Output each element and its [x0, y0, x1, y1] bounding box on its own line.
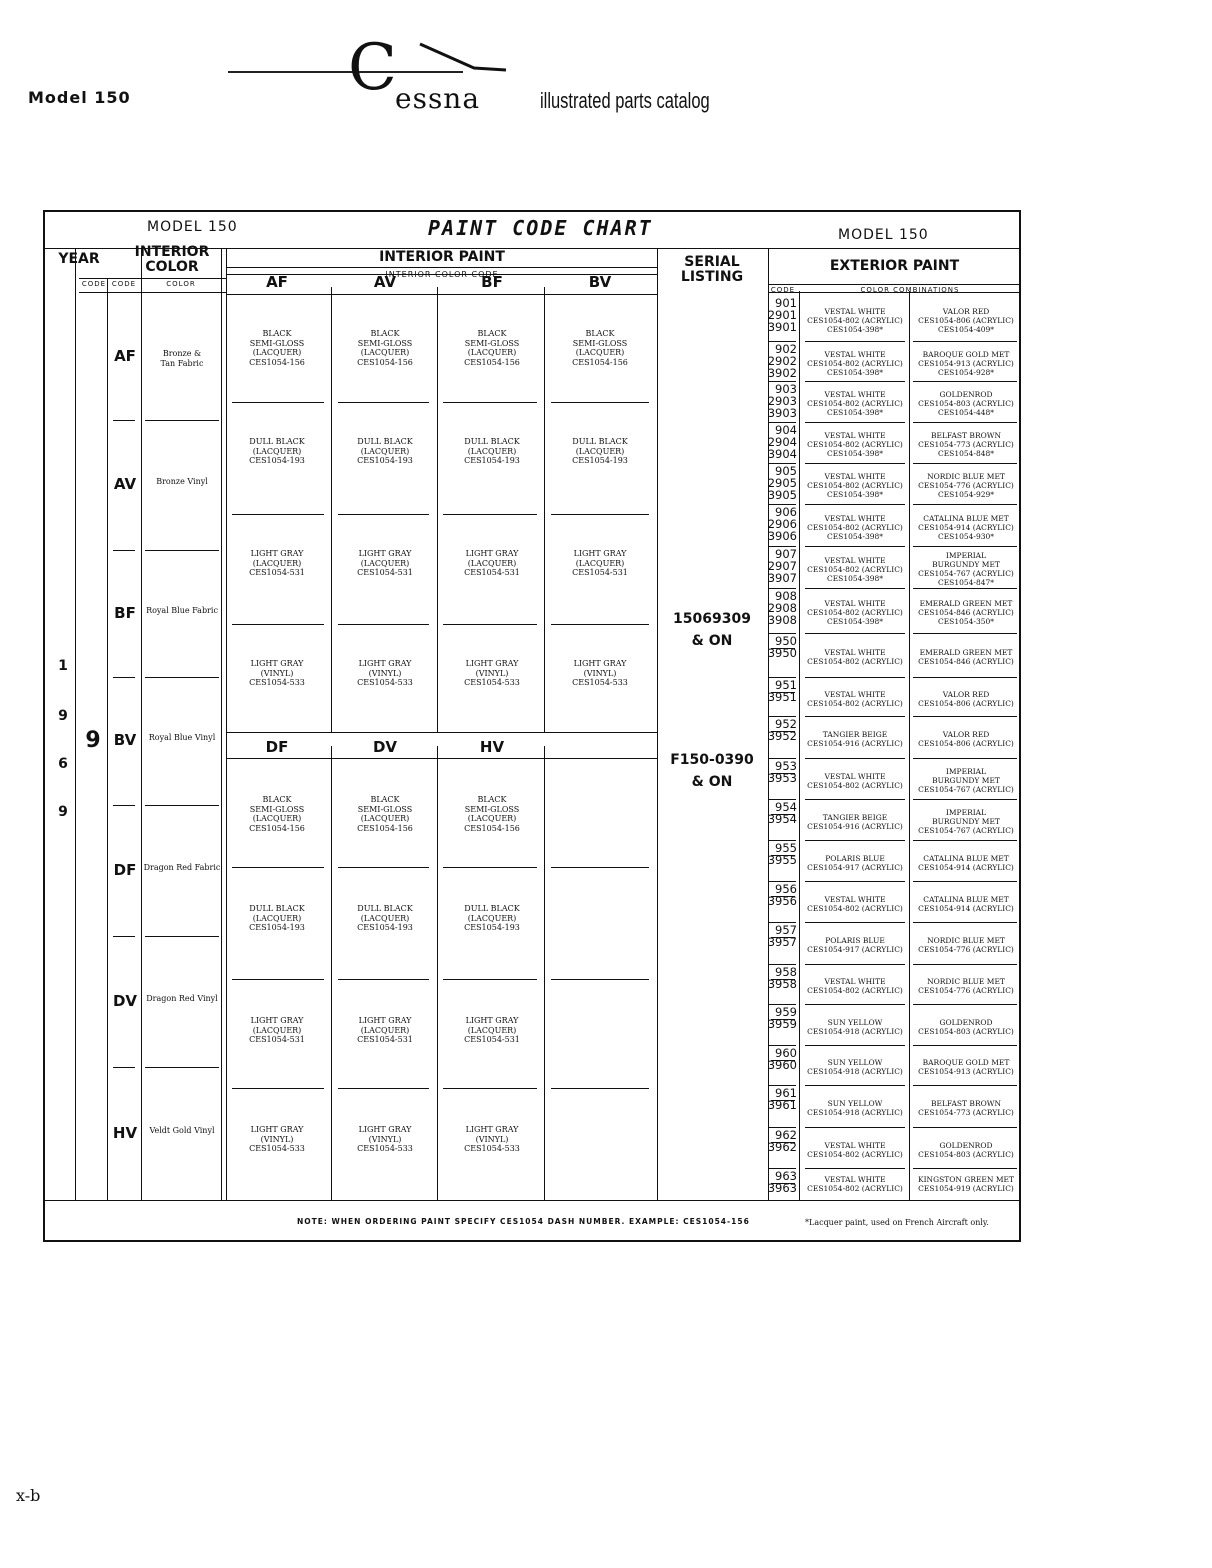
exterior-cell-rule — [913, 799, 1017, 800]
year-digit: 1 — [58, 658, 68, 674]
interior-paint-cell: LIGHT GRAY (VINYL) CES1054-533 — [249, 659, 305, 687]
interior-paint-cell: LIGHT GRAY (LACQUER) CES1054-531 — [249, 549, 305, 577]
ordering-note: NOTE: WHEN ORDERING PAINT SPECIFY CES1054 DASH NUMBER. EXAMPLE: CES1054-156 — [297, 1217, 750, 1226]
color-combinations-label: COLOR COMBINATIONS — [860, 286, 960, 294]
exterior-code: 955 3955 — [767, 841, 797, 867]
color-rule — [145, 420, 219, 421]
exterior-cell-rule — [913, 1127, 1017, 1128]
exterior-cell-rule — [805, 1168, 905, 1169]
page-number: x-b — [16, 1486, 41, 1505]
exterior-color-2: VALOR RED CES1054-806 (ACRYLIC) — [918, 730, 1014, 748]
exterior-code: 959 3959 — [767, 1005, 797, 1031]
interior-paint-cell: LIGHT GRAY (VINYL) CES1054-533 — [357, 659, 413, 687]
cell-rule — [443, 514, 537, 515]
cell-rule — [551, 1088, 649, 1089]
exterior-color-1: SUN YELLOW CES1054-918 (ACRYLIC) — [807, 1099, 903, 1117]
rule-line — [226, 267, 657, 268]
cell-rule — [338, 624, 429, 625]
logo-word: essna — [395, 82, 481, 115]
exterior-code: 906 2906 3906 — [767, 505, 797, 543]
rule-line — [79, 278, 227, 279]
exterior-color-2: VALOR RED CES1054-806 (ACRYLIC) — [918, 689, 1014, 708]
exterior-color-2: CATALINA BLUE MET CES1054-914 (ACRYLIC) — [918, 894, 1014, 913]
interior-color-name: Dragon Red Vinyl — [146, 993, 218, 1003]
interior-paint-cell: LIGHT GRAY (VINYL) CES1054-533 — [464, 659, 520, 687]
exterior-color-2: IMPERIAL BURGUNDY MET CES1054-767 (ACRYLIC) CES1054-847* — [918, 551, 1014, 587]
interior-paint-col-header: BV — [588, 273, 612, 291]
exterior-cell-rule — [913, 677, 1017, 678]
paint-code-chart — [43, 210, 1021, 1242]
interior-color-code: BF — [114, 603, 136, 622]
rule-line — [544, 746, 545, 1200]
exterior-cell-rule — [913, 716, 1017, 717]
exterior-code: 962 3962 — [767, 1128, 797, 1154]
interior-paint-col-header: HV — [479, 738, 505, 756]
rule-line — [141, 248, 142, 1200]
model-label-left: MODEL 150 — [147, 219, 238, 235]
cell-rule — [551, 979, 649, 980]
interior-paint-cell: LIGHT GRAY (LACQUER) CES1054-531 — [357, 1016, 413, 1044]
model-label-right: MODEL 150 — [838, 227, 929, 243]
exterior-cell-rule — [913, 840, 1017, 841]
exterior-code: 963 3963 — [767, 1169, 797, 1195]
rule-line — [437, 287, 438, 732]
serial-suffix: & ON — [691, 633, 733, 649]
cell-rule — [232, 514, 324, 515]
exterior-color-1: VESTAL WHITE CES1054-802 (ACRYLIC) CES1054-398* — [807, 431, 903, 458]
exterior-color-2: EMERALD GREEN MET CES1054-846 (ACRYLIC) — [918, 648, 1014, 666]
rule-line — [226, 294, 657, 295]
exterior-code: 903 2903 3903 — [767, 382, 797, 420]
exterior-color-2: CATALINA BLUE MET CES1054-914 (ACRYLIC) — [918, 853, 1014, 872]
code-rule — [113, 805, 135, 806]
exterior-cell-rule — [805, 1127, 905, 1128]
interior-paint-cell: LIGHT GRAY (LACQUER) CES1054-531 — [249, 1016, 305, 1044]
year-code-label: CODE — [81, 280, 107, 288]
exterior-color-2: GOLDENROD CES1054-803 (ACRYLIC) CES1054-448* — [918, 390, 1014, 417]
rule-line — [544, 287, 545, 732]
exterior-color-1: TANGIER BEIGE CES1054-916 (ACRYLIC) — [807, 812, 903, 831]
cell-rule — [443, 402, 537, 403]
exterior-color-2: CATALINA BLUE MET CES1054-914 (ACRYLIC) CES1054-930* — [918, 513, 1014, 541]
color-rule — [145, 936, 219, 937]
exterior-cell-rule — [913, 588, 1017, 589]
exterior-color-2: EMERALD GREEN MET CES1054-846 (ACRYLIC) CES1054-350* — [918, 599, 1014, 626]
exterior-cell-rule — [805, 341, 905, 342]
interior-paint-cell: LIGHT GRAY (VINYL) CES1054-533 — [464, 1125, 520, 1153]
interior-color-code: AF — [114, 347, 136, 365]
exterior-cell-rule — [805, 633, 905, 634]
logo-letter: C — [348, 31, 397, 105]
panel-divider — [226, 732, 657, 733]
interior-paint-col-header: AF — [266, 273, 288, 291]
exterior-cell-rule — [805, 1004, 905, 1005]
exterior-cell-rule — [805, 463, 905, 464]
exterior-code: 950 3950 — [767, 634, 797, 660]
rule-line — [226, 248, 227, 1200]
exterior-code: 901 2901 3901 — [767, 296, 797, 334]
interior-color-name: Bronze & Tan Fabric — [160, 349, 204, 368]
interior-paint-cell: LIGHT GRAY (VINYL) CES1054-533 — [357, 1125, 413, 1153]
code-rule — [113, 1067, 135, 1068]
exterior-color-2: GOLDENROD CES1054-803 (ACRYLIC) — [918, 1140, 1014, 1159]
interior-paint-col-header: BF — [481, 273, 503, 291]
interior-paint-cell: DULL BLACK (LACQUER) CES1054-193 — [357, 437, 413, 465]
interior-paint-cell: DULL BLACK (LACQUER) CES1054-193 — [572, 437, 628, 465]
cell-rule — [232, 867, 324, 868]
interior-paint-cell: LIGHT GRAY (VINYL) CES1054-533 — [572, 659, 628, 687]
interior-color-code-label: INTERIOR COLOR CODE — [385, 270, 499, 279]
exterior-color-1: VESTAL WHITE CES1054-802 (ACRYLIC) — [807, 648, 903, 666]
interior-paint-col-header: DF — [265, 738, 289, 756]
year-code: 9 — [85, 728, 101, 753]
exterior-code: 905 2905 3905 — [767, 464, 797, 502]
exterior-cell-rule — [913, 964, 1017, 965]
lacquer-footnote: *Lacquer paint, used on French Aircraft only. — [805, 1218, 989, 1227]
rule-line — [221, 248, 222, 1200]
interior-color-name: Bronze Vinyl — [156, 477, 208, 486]
interior-paint-cell: LIGHT GRAY (VINYL) CES1054-533 — [249, 1125, 305, 1153]
interior-color-header: INTERIOR COLOR — [134, 244, 210, 275]
rule-line — [768, 284, 1021, 285]
exterior-color-2: BELFAST BROWN CES1054-773 (ACRYLIC) — [918, 1099, 1014, 1117]
interior-color-code: DF — [113, 860, 137, 879]
chart-title: PAINT CODE CHART — [428, 216, 653, 240]
logo-tagline: illustrated parts catalog — [540, 88, 710, 113]
exterior-cell-rule — [805, 758, 905, 759]
exterior-cell-rule — [805, 799, 905, 800]
rule-line — [657, 248, 658, 1200]
exterior-cell-rule — [805, 881, 905, 882]
exterior-color-2: NORDIC BLUE MET CES1054-776 (ACRYLIC) CES1054-929* — [918, 472, 1014, 499]
exterior-cell-rule — [913, 463, 1017, 464]
interior-paint-cell: BLACK SEMI-GLOSS (LACQUER) CES1054-156 — [357, 329, 413, 367]
code-rule — [113, 677, 135, 678]
exterior-color-1: SUN YELLOW CES1054-918 (ACRYLIC) — [807, 1058, 903, 1076]
interior-paint-cell: LIGHT GRAY (LACQUER) CES1054-531 — [464, 549, 520, 577]
exterior-paint-header: EXTERIOR PAINT — [829, 258, 960, 274]
exterior-color-2: GOLDENROD CES1054-803 (ACRYLIC) — [918, 1017, 1014, 1036]
cell-rule — [551, 514, 649, 515]
color-rule — [145, 550, 219, 551]
exterior-color-1: TANGIER BEIGE CES1054-916 (ACRYLIC) — [807, 730, 903, 748]
year-digit: 9 — [58, 708, 68, 724]
year-digit: 9 — [58, 804, 68, 820]
interior-color-name: Dragon Red Fabric — [143, 862, 221, 872]
interior-paint-col-header: AV — [373, 273, 397, 291]
cell-rule — [232, 979, 324, 980]
serial-number: 15069309 — [673, 611, 751, 627]
exterior-color-2: IMPERIAL BURGUNDY MET CES1054-767 (ACRYLIC) — [918, 808, 1014, 835]
interior-color-code: DV — [112, 991, 138, 1010]
exterior-code: 960 3960 — [767, 1046, 797, 1072]
cessna-logo — [0, 0, 1212, 130]
exterior-color-1: VESTAL WHITE CES1054-802 (ACRYLIC) CES1054-398* — [807, 555, 903, 583]
exterior-color-2: KINGSTON GREEN MET CES1054-919 (ACRYLIC) — [917, 1174, 1015, 1193]
exterior-cell-rule — [805, 964, 905, 965]
exterior-color-1: VESTAL WHITE CES1054-802 (ACRYLIC) CES1054-398* — [807, 472, 903, 499]
exterior-code-label: CODE — [770, 286, 796, 294]
exterior-cell-rule — [805, 677, 905, 678]
interior-paint-cell: BLACK SEMI-GLOSS (LACQUER) CES1054-156 — [249, 795, 305, 833]
interior-paint-cell: DULL BLACK (LACQUER) CES1054-193 — [357, 904, 413, 932]
rule-line — [107, 278, 108, 1200]
rule-line — [331, 287, 332, 732]
exterior-cell-rule — [913, 504, 1017, 505]
exterior-code: 958 3958 — [767, 965, 797, 991]
exterior-cell-rule — [805, 381, 905, 382]
exterior-cell-rule — [913, 422, 1017, 423]
interior-paint-col-header: DV — [372, 738, 398, 756]
exterior-color-2: VALOR RED CES1054-806 (ACRYLIC) CES1054-409* — [918, 306, 1014, 334]
rule-line — [226, 758, 657, 759]
exterior-cell-rule — [805, 840, 905, 841]
interior-paint-cell: BLACK SEMI-GLOSS (LACQUER) CES1054-156 — [464, 795, 520, 833]
code-rule — [113, 420, 135, 421]
exterior-code: 907 2907 3907 — [767, 547, 797, 585]
color-rule — [145, 1067, 219, 1068]
exterior-cell-rule — [913, 1004, 1017, 1005]
exterior-color-1: VESTAL WHITE CES1054-802 (ACRYLIC) — [807, 894, 903, 913]
color-rule — [145, 805, 219, 806]
rule-line — [75, 248, 76, 1200]
exterior-code: 908 2908 3908 — [767, 589, 797, 627]
exterior-color-1: VESTAL WHITE CES1054-802 (ACRYLIC) — [807, 977, 903, 995]
interior-paint-cell: DULL BLACK (LACQUER) CES1054-193 — [464, 904, 520, 932]
exterior-cell-rule — [805, 1045, 905, 1046]
cell-rule — [338, 402, 429, 403]
exterior-code: 952 3952 — [767, 717, 797, 743]
year-digit: 6 — [58, 756, 68, 772]
cell-rule — [338, 979, 429, 980]
code-rule — [113, 550, 135, 551]
exterior-cell-rule — [913, 1168, 1017, 1169]
interior-color-label: COLOR — [166, 280, 196, 288]
exterior-color-1: VESTAL WHITE CES1054-802 (ACRYLIC) CES1054-398* — [807, 349, 903, 377]
exterior-color-1: VESTAL WHITE CES1054-802 (ACRYLIC) — [807, 689, 903, 708]
cell-rule — [443, 867, 537, 868]
exterior-cell-rule — [913, 881, 1017, 882]
exterior-color-2: BAROQUE GOLD MET CES1054-913 (ACRYLIC) — [918, 1058, 1014, 1076]
interior-color-name: Royal Blue Fabric — [146, 605, 218, 615]
interior-color-code: HV — [112, 1123, 138, 1142]
interior-paint-cell: BLACK SEMI-GLOSS (LACQUER) CES1054-156 — [464, 329, 520, 367]
exterior-color-1: VESTAL WHITE CES1054-802 (ACRYLIC) — [807, 771, 903, 790]
model-title: Model 150 — [28, 88, 131, 107]
cell-rule — [232, 402, 324, 403]
interior-paint-cell: DULL BLACK (LACQUER) CES1054-193 — [249, 904, 305, 932]
exterior-color-1: VESTAL WHITE CES1054-802 (ACRYLIC) — [807, 1174, 903, 1193]
exterior-cell-rule — [913, 381, 1017, 382]
interior-paint-cell: DULL BLACK (LACQUER) CES1054-193 — [464, 437, 520, 465]
exterior-color-1: SUN YELLOW CES1054-918 (ACRYLIC) — [807, 1017, 903, 1036]
exterior-color-2: NORDIC BLUE MET CES1054-776 (ACRYLIC) — [918, 977, 1014, 995]
exterior-code: 953 3953 — [767, 759, 797, 785]
interior-paint-header: INTERIOR PAINT — [379, 249, 505, 265]
cell-rule — [443, 979, 537, 980]
exterior-cell-rule — [805, 1085, 905, 1086]
exterior-cell-rule — [805, 546, 905, 547]
exterior-cell-rule — [805, 504, 905, 505]
cell-rule — [551, 402, 649, 403]
cell-rule — [338, 1088, 429, 1089]
exterior-cell-rule — [805, 588, 905, 589]
year-header: YEAR — [58, 251, 100, 267]
exterior-cell-rule — [913, 1085, 1017, 1086]
interior-code-label: CODE — [111, 280, 137, 288]
bottom-rule — [45, 1200, 1021, 1201]
cell-rule — [443, 1088, 537, 1089]
exterior-cell-rule — [805, 422, 905, 423]
exterior-cell-rule — [805, 922, 905, 923]
logo-swoosh-icon — [0, 0, 1212, 130]
exterior-color-1: VESTAL WHITE CES1054-802 (ACRYLIC) CES1054-398* — [807, 599, 903, 626]
interior-color-name: Royal Blue Vinyl — [148, 733, 216, 742]
interior-color-code: BV — [113, 731, 137, 749]
exterior-color-1: VESTAL WHITE CES1054-802 (ACRYLIC) CES1054-398* — [807, 390, 903, 417]
interior-paint-cell: BLACK SEMI-GLOSS (LACQUER) CES1054-156 — [249, 329, 305, 367]
exterior-color-2: NORDIC BLUE MET CES1054-776 (ACRYLIC) — [918, 936, 1014, 954]
exterior-code: 954 3954 — [767, 800, 797, 826]
code-rule — [113, 936, 135, 937]
exterior-code: 957 3957 — [767, 923, 797, 949]
exterior-cell-rule — [913, 341, 1017, 342]
interior-paint-cell: BLACK SEMI-GLOSS (LACQUER) CES1054-156 — [357, 795, 413, 833]
exterior-code: 956 3956 — [767, 882, 797, 908]
cell-rule — [551, 867, 649, 868]
exterior-color-1: VESTAL WHITE CES1054-802 (ACRYLIC) CES1054-398* — [807, 513, 903, 541]
serial-suffix: & ON — [691, 774, 733, 790]
exterior-cell-rule — [913, 546, 1017, 547]
exterior-cell-rule — [805, 716, 905, 717]
interior-color-name: Veldt Gold Vinyl — [149, 1125, 215, 1135]
exterior-color-2: BAROQUE GOLD MET CES1054-913 (ACRYLIC) CES1054-928* — [918, 349, 1014, 377]
exterior-cell-rule — [913, 1045, 1017, 1046]
interior-paint-cell: LIGHT GRAY (LACQUER) CES1054-531 — [464, 1016, 520, 1044]
color-rule — [145, 677, 219, 678]
interior-paint-cell: LIGHT GRAY (LACQUER) CES1054-531 — [572, 549, 628, 577]
exterior-color-1: VESTAL WHITE CES1054-802 (ACRYLIC) CES1054-398* — [807, 306, 903, 334]
exterior-cell-rule — [913, 758, 1017, 759]
interior-color-code: AV — [113, 475, 137, 493]
exterior-cell-rule — [913, 633, 1017, 634]
interior-paint-cell: LIGHT GRAY (LACQUER) CES1054-531 — [357, 549, 413, 577]
rule-line — [331, 746, 332, 1200]
cell-rule — [443, 624, 537, 625]
cell-rule — [232, 624, 324, 625]
exterior-code: 951 3951 — [767, 678, 797, 704]
rule-line — [437, 746, 438, 1200]
exterior-color-1: POLARIS BLUE CES1054-917 (ACRYLIC) — [807, 853, 903, 872]
exterior-code: 902 2902 3902 — [767, 342, 797, 380]
rule-line — [79, 292, 227, 293]
exterior-color-2: BELFAST BROWN CES1054-773 (ACRYLIC) CES1054-848* — [918, 431, 1014, 458]
serial-number: F150-0390 — [670, 752, 754, 768]
cell-rule — [232, 1088, 324, 1089]
cell-rule — [551, 624, 649, 625]
exterior-code: 961 3961 — [767, 1086, 797, 1112]
exterior-color-2: IMPERIAL BURGUNDY MET CES1054-767 (ACRYLIC) — [918, 767, 1014, 794]
cell-rule — [338, 867, 429, 868]
exterior-color-1: POLARIS BLUE CES1054-917 (ACRYLIC) — [807, 936, 903, 954]
serial-listing-header: SERIAL LISTING — [680, 254, 744, 285]
logo-rule — [228, 71, 463, 73]
exterior-color-1: VESTAL WHITE CES1054-802 (ACRYLIC) — [807, 1140, 903, 1159]
cell-rule — [338, 514, 429, 515]
exterior-code: 904 2904 3904 — [767, 423, 797, 461]
interior-paint-cell: DULL BLACK (LACQUER) CES1054-193 — [249, 437, 305, 465]
interior-paint-cell: BLACK SEMI-GLOSS (LACQUER) CES1054-156 — [572, 329, 628, 367]
exterior-cell-rule — [913, 922, 1017, 923]
